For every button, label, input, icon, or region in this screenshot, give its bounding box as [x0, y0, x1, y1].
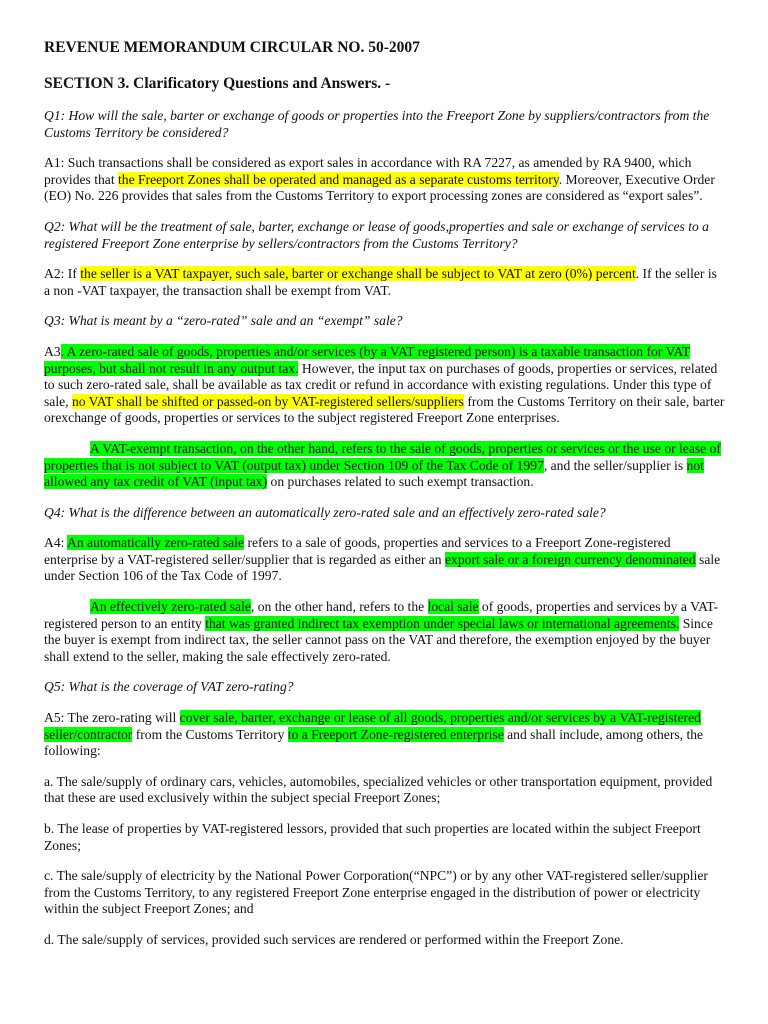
answer-2: A2: If the seller is a VAT taxpayer, such sale, barter or exchange shall be subject to VAT at zero (0%) percent. If the seller is a non -VAT taxpayer, the transaction shall be exempt from VAT.: [44, 266, 717, 298]
list-item-c: c. The sale/supply of electricity by the National Power Corporation(“NPC”) or by any other VAT-registered seller/supplier from the Customs Territory, to any registered Freeport Zone enterprise engaged in the distribution of power or electricity within the subject Freeport Zones; and: [44, 868, 708, 917]
list-item-b: b. The lease of properties by VAT-registered lessors, provided that such properties are located within the subject Freeport Zones;: [44, 821, 701, 853]
answer-4: A4: An automatically zero-rated sale refers to a sale of goods, properties and services to a Freeport Zone-registered enterprise by a VAT-registered seller/supplier that is regarded as either an export sale or a foreign currency denominated sale under Section 106 of the Tax Code of 1997.: [44, 535, 721, 584]
list-item-d: d. The sale/supply of services, provided such services are rendered or performed within the Freeport Zone.: [44, 931, 624, 947]
question-5: Q5: What is the coverage of VAT zero-rating?: [44, 679, 294, 695]
highlight-yellow: the Freeport Zones shall be operated and managed as a separate customs territory: [118, 171, 559, 187]
answer-3-continued: A VAT-exempt transaction, on the other hand, refers to the sale of goods, properties or services or the use or lease of properties that is not subject to VAT (output tax) under Section 109 of the Tax Code of 1997, and the seller/supplier is not allowed any tax credit of VAT (input tax) on purchases related to such exempt transaction.: [44, 440, 721, 490]
answer-1: A1: Such transactions shall be considered as export sales in accordance with RA 7227, as amended by RA 9400, which provides that the Freeport Zones shall be operated and managed as a separate customs territory. Moreover, Executive Order (EO) No. 226 provides that sales from the Customs Territory to export processing zones are considered as “export sales”.: [44, 155, 715, 204]
highlight-green: An automatically zero-rated sale: [67, 535, 245, 551]
answer-4-continued: An effectively zero-rated sale, on the other hand, refers to the local sale of goods, properties and services by a VAT-registered person to an entity that was granted indirect tax exemption under special laws or international agreements. Since the buyer is exempt from indirect tax, the seller cannot pass on the VAT and therefore, the exemption enjoyed by the buyer shall extend to the seller, making the sale effectively zero-rated.: [44, 599, 719, 664]
highlight-green: to a Freeport Zone-registered enterprise: [287, 726, 504, 742]
memorandum-title: REVENUE MEMORANDUM CIRCULAR NO. 50-2007: [44, 39, 420, 56]
highlight-green: export sale or a foreign currency denominated: [445, 551, 696, 567]
highlight-green: An effectively zero-rated sale: [90, 599, 251, 615]
highlight-yellow: the seller is a VAT taxpayer, such sale, barter or exchange shall be subject to VAT at zero (0%) percent: [80, 266, 636, 282]
question-4: Q4: What is the difference between an automatically zero-rated sale and an effectively zero-rated sale?: [44, 504, 606, 520]
highlight-green: . A zero-rated sale of goods, properties and/or services (by a VAT registered person) is a taxable transaction for VAT purposes, but shall not result in any output tax.: [44, 343, 691, 376]
question-1: Q1: How will the sale, barter or exchange of goods or properties into the Freeport Zone by suppliers/contractors from the Customs Territory be considered?: [44, 108, 710, 140]
highlight-green: that was granted indirect tax exemption under special laws or international agreements.: [205, 615, 680, 631]
highlight-green: A VAT-exempt transaction, on the other hand, refers to the sale of goods, properties or services or the use or lease of properties that is not subject to VAT (output tax) under Section 109 of the Tax Code of 1997: [44, 440, 721, 473]
highlight-green: cover sale, barter, exchange or lease of all goods, properties and/or services by a VAT-registered seller/contractor: [44, 710, 701, 742]
answer-5: A5: The zero-rating will cover sale, barter, exchange or lease of all goods, properties and/or services by a VAT-registered seller/contractor from the Customs Territory to a Freeport Zone-registered enterprise and shall include, among others, the following:: [44, 710, 704, 759]
highlight-green: not allowed any tax credit of VAT (input tax): [44, 457, 704, 490]
memorandum-body: [44, 38, 726, 949]
question-3: Q3: What is meant by a “zero-rated” sale and an “exempt” sale?: [44, 313, 403, 329]
list-item-a: a. The sale/supply of ordinary cars, vehicles, automobiles, specialized vehicles or other transportation equipment, provided that these are used exclusively within the subject special Freeport Zones;: [44, 773, 713, 806]
section-heading: SECTION 3. Clarificatory Questions and Answers. -: [44, 75, 391, 92]
question-2: Q2: What will be the treatment of sale, barter, exchange or lease of goods,properties and sale or exchange of services to a registered Freeport Zone enterprise by sellers/contractors from the Customs Territory?: [44, 218, 709, 251]
highlight-green: local sale: [427, 599, 479, 615]
highlight-yellow: no VAT shall be shifted or passed-on by VAT-registered sellers/suppliers: [71, 393, 464, 409]
answer-3: A3. A zero-rated sale of goods, properties and/or services (by a VAT registered person) is a taxable transaction for VAT purposes, but shall not result in any output tax. However, the input tax on purchases of goods, properties or services, related to such zero-rated sale, shall be available as tax credit or refund in accordance with existing regulations. Under this type of sale, no VAT shall be shifted or passed-on by VAT-registered sellers/suppliers from the Customs Territory on their sale, barter orexchange of goods, properties or services to the subject registered Freeport Zone enterprises.: [44, 343, 725, 426]
